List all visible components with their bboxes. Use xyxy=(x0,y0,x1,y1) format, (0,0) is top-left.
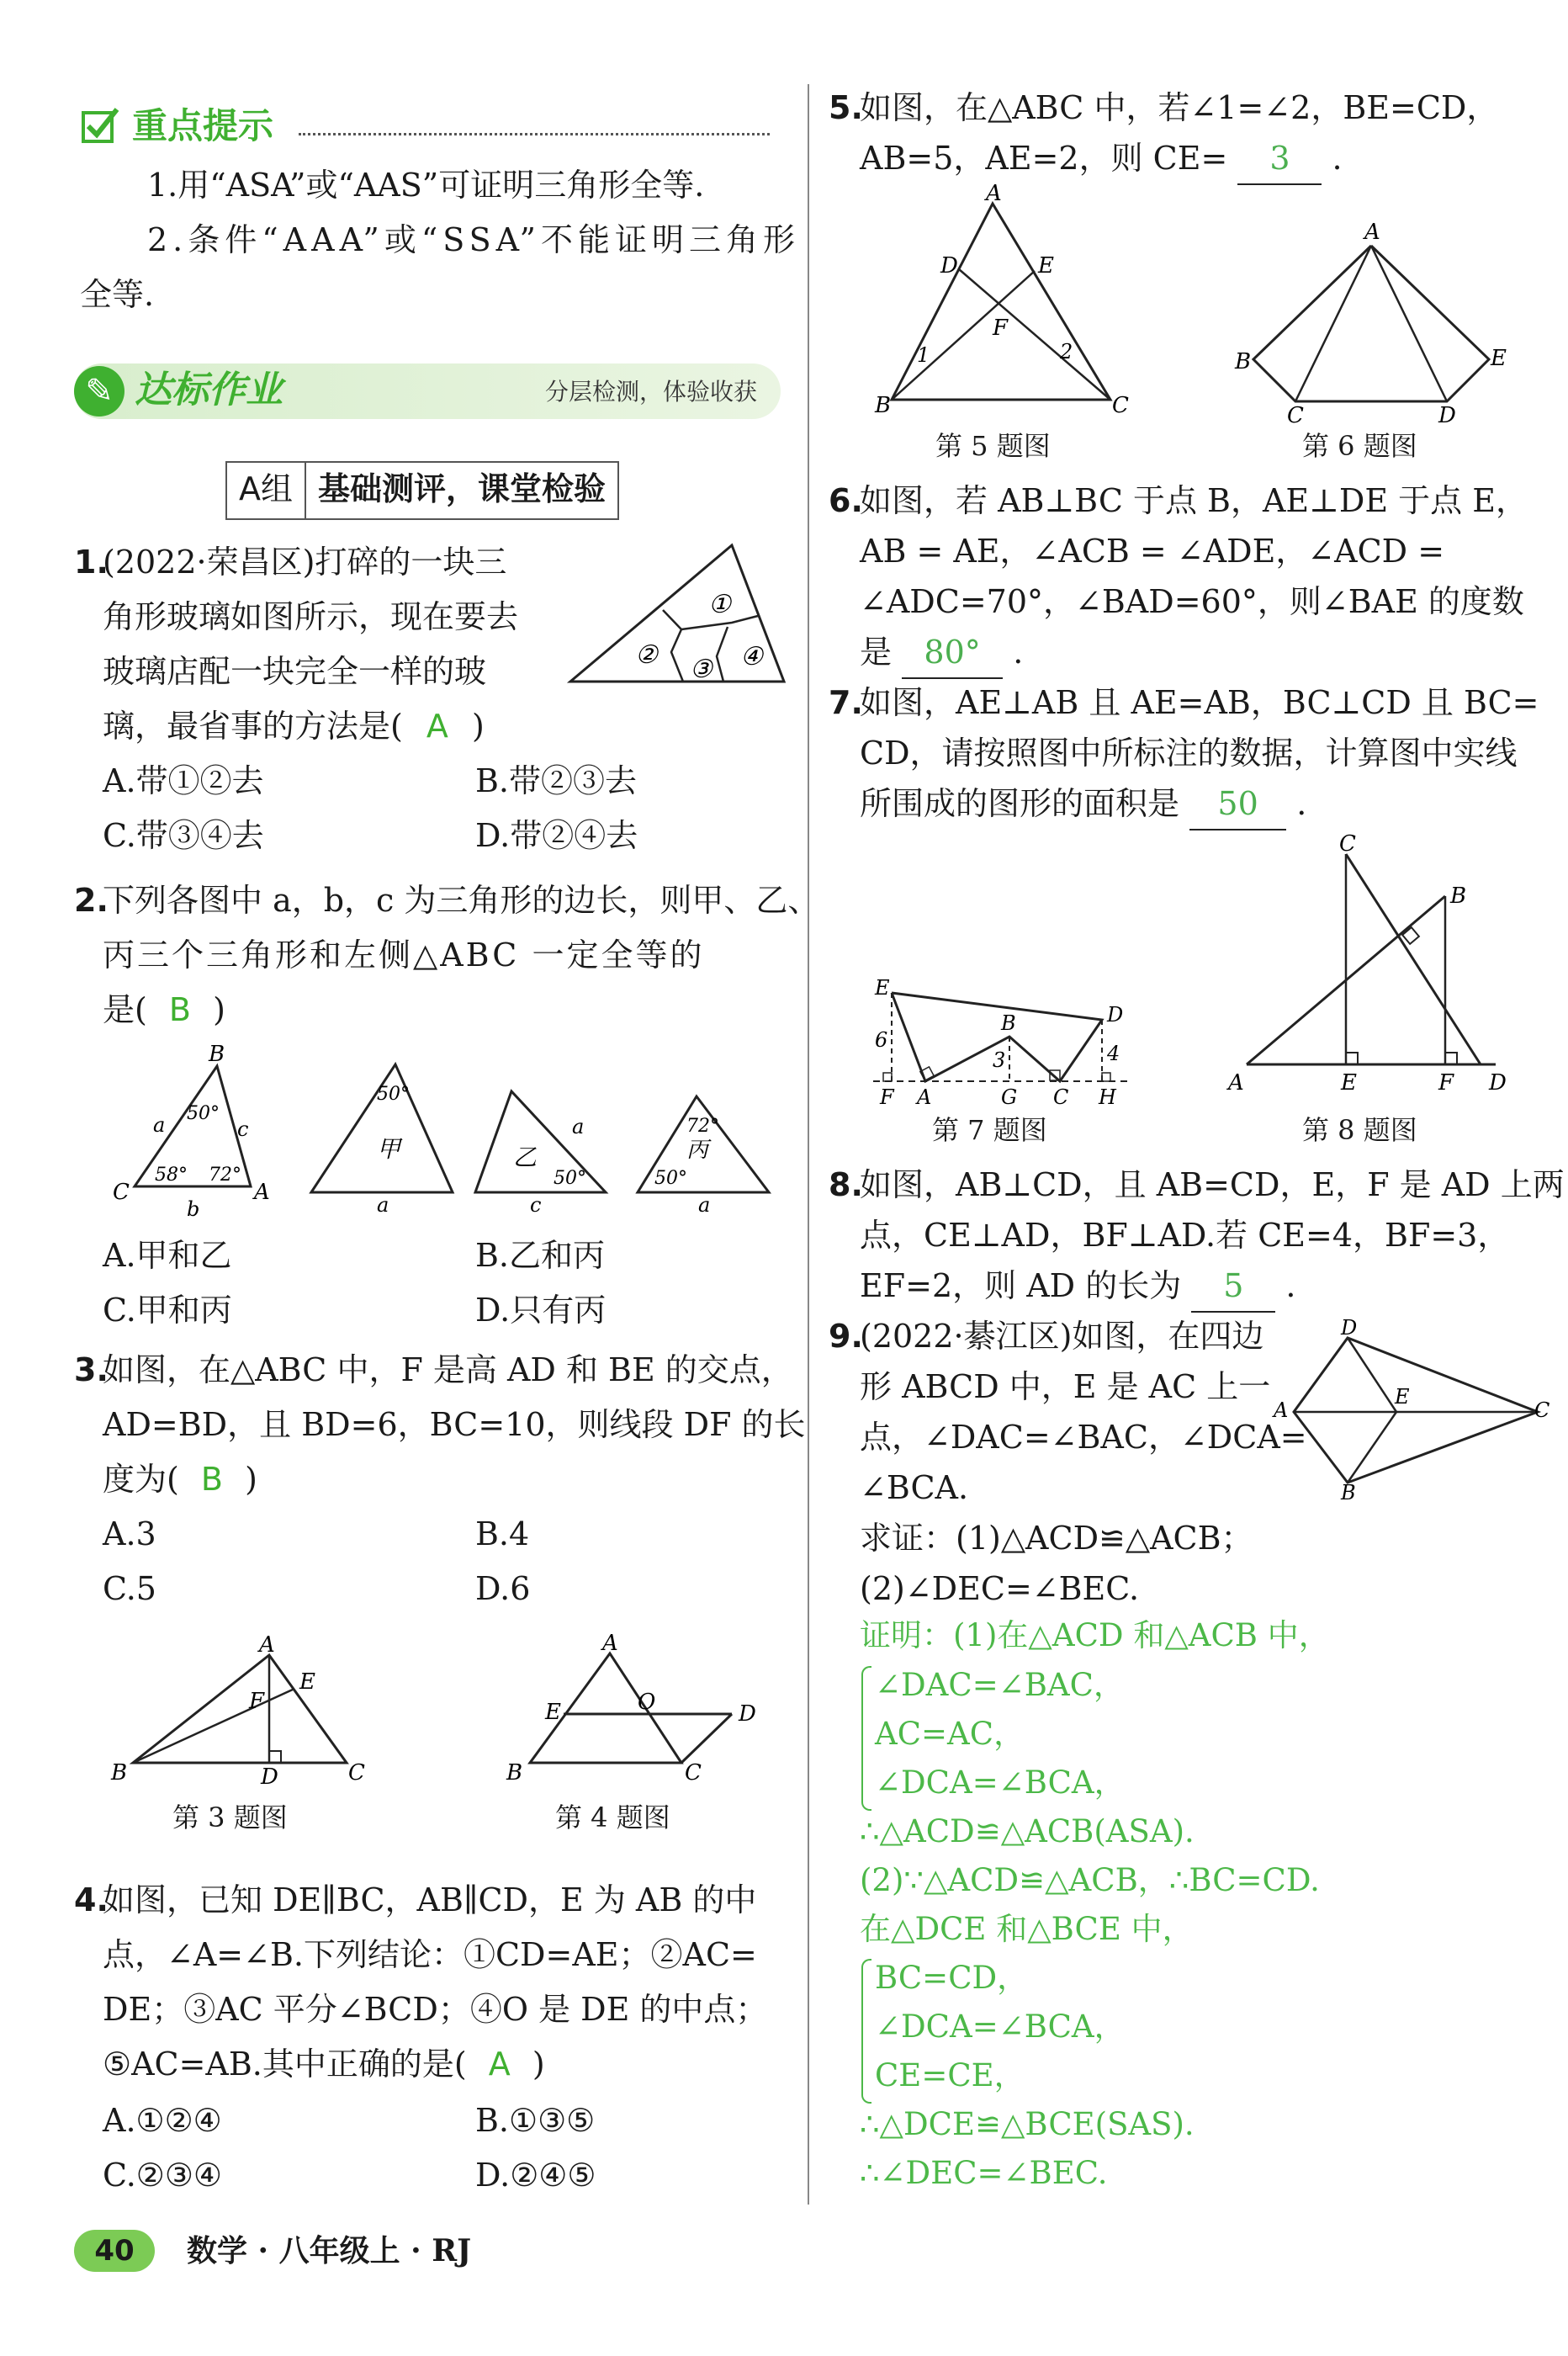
q6-label-D: D xyxy=(1438,403,1456,428)
q9-label-D: D xyxy=(1341,1316,1358,1340)
q1-option-d: D.带②④去 xyxy=(475,817,638,854)
section-subtitle: 分层检测，体验收获 xyxy=(544,378,757,406)
q2-bing-ang50: 50° xyxy=(654,1168,687,1189)
q6-label-B: B xyxy=(1235,349,1252,374)
q1-number: 1. xyxy=(74,544,109,581)
q2-bing-ang72: 72° xyxy=(686,1116,719,1137)
q4-figure xyxy=(496,1631,774,1788)
q1-answer: A xyxy=(426,708,448,745)
q7-label-A: A xyxy=(917,1085,932,1109)
q7-caption: 第 7 题图 xyxy=(932,1114,1047,1146)
q6-end: . xyxy=(1013,634,1024,671)
q8-line-3 xyxy=(860,1260,1295,1313)
q2-option-a: A.甲和乙 xyxy=(103,1237,232,1274)
q2-close: ) xyxy=(213,991,225,1028)
q1-option-c: C.带③④去 xyxy=(103,817,264,854)
q3-line-3 xyxy=(103,1454,257,1504)
q6-number: 6. xyxy=(829,482,863,519)
q5-stem-end: AB=5，AE=2，则 CE= xyxy=(860,140,1228,177)
q6-line-1: 如图，若 AB⊥BC 于点 B，AE⊥DE 于点 E， xyxy=(860,482,1528,519)
q8-label-E: E xyxy=(1341,1070,1357,1096)
q2-ang50: 50° xyxy=(187,1103,220,1124)
section-title: 达标作业 xyxy=(135,369,283,411)
q2-yi-a: a xyxy=(572,1115,585,1138)
proof-brace-2 xyxy=(861,1959,871,2104)
q2-label-c: c xyxy=(237,1117,249,1141)
tips-header xyxy=(80,101,778,160)
tip-3: 全等. xyxy=(80,276,155,313)
q7-label-D: D xyxy=(1107,1003,1124,1027)
q9-figure xyxy=(1270,1316,1550,1504)
q9-label-E: E xyxy=(1395,1385,1410,1409)
check-icon xyxy=(80,106,120,146)
q9-line-4: ∠BCA. xyxy=(860,1469,969,1506)
q6-figure xyxy=(1235,220,1507,428)
page-number-badge xyxy=(74,2230,155,2272)
q4-stem-end: ⑤AC=AB.其中正确的是( xyxy=(103,2046,467,2083)
book-info: 数学 · 八年级上 · RJ xyxy=(187,2233,472,2268)
proof-line-7: 在△DCE 和△BCE 中， xyxy=(860,1911,1194,1947)
q8-line-1: 如图，AB⊥CD，且 AB=CD，E，F 是 AD 上两 xyxy=(860,1166,1565,1203)
q3-label-A: A xyxy=(259,1632,275,1658)
q7-stem-end: 所围成的图形的面积是 xyxy=(860,785,1180,822)
q5-label-C: C xyxy=(1112,393,1129,418)
q6-caption: 第 6 题图 xyxy=(1302,430,1417,462)
q2-yi-c: c xyxy=(530,1193,542,1217)
q4-label-C: C xyxy=(685,1760,702,1786)
q6-label-E: E xyxy=(1491,346,1507,371)
q8-figure xyxy=(1228,831,1514,1098)
q4-line-1: 如图，已知 DE∥BC，AB∥CD，E 为 AB 的中 xyxy=(103,1881,757,1918)
q5-line-1: 如图，在△ABC 中，若∠1=∠2，BE=CD， xyxy=(860,89,1499,126)
q7-label-E: E xyxy=(875,976,890,1000)
q6-stem-end: 是 xyxy=(860,634,893,671)
q9-label-B: B xyxy=(1341,1481,1356,1504)
q3-close: ) xyxy=(245,1461,257,1498)
q7-label-C: C xyxy=(1053,1085,1069,1109)
q4-option-d: D.②④⑤ xyxy=(475,2157,596,2194)
q4-label-E: E xyxy=(545,1700,561,1725)
q7-line-1: 如图，AE⊥AB 且 AE=AB，BC⊥CD 且 BC= xyxy=(860,684,1539,721)
q8-label-C: C xyxy=(1339,831,1356,857)
q5-number: 5. xyxy=(829,89,863,126)
q3-stem-end: 度为( xyxy=(103,1461,179,1498)
q7-figure xyxy=(866,976,1144,1111)
q5-label-E: E xyxy=(1038,253,1054,279)
proof-line-5: ∴△ACD≌△ACB(ASA). xyxy=(860,1813,1195,1849)
q6-label-A: A xyxy=(1364,220,1380,245)
q6-answer: 80° xyxy=(902,627,1003,679)
q1-piece-2: ② xyxy=(635,640,658,670)
q3-option-a: A.3 xyxy=(103,1515,156,1552)
section-banner xyxy=(74,363,781,419)
q8-label-F: F xyxy=(1438,1070,1454,1096)
q5-label-A: A xyxy=(986,181,1002,206)
q7-number: 7. xyxy=(829,684,863,721)
q9-label-C: C xyxy=(1534,1398,1550,1422)
q5-label-F: F xyxy=(993,316,1009,341)
q5-answer: 3 xyxy=(1237,133,1322,185)
q1-piece-3: ③ xyxy=(690,655,712,684)
proof-line-2: ∠DAC=∠BAC， xyxy=(875,1667,1125,1703)
q3-label-B: B xyxy=(111,1760,128,1786)
q2-label-B: B xyxy=(209,1042,225,1067)
q4-line-2: 点，∠A=∠B.下列结论：①CD=AE；②AC= xyxy=(103,1936,757,1973)
q9-line-1: (2022·綦江区)如图，在四边 xyxy=(860,1318,1264,1355)
q4-close: ) xyxy=(532,2046,545,2083)
q1-close: ) xyxy=(472,708,485,745)
q2-option-b: B.乙和丙 xyxy=(475,1237,606,1274)
q2-yi: 乙 xyxy=(513,1144,538,1171)
q2-bing: 丙 xyxy=(686,1138,709,1163)
q3-label-D: D xyxy=(261,1764,278,1790)
q4-number: 4. xyxy=(74,1881,109,1918)
q2-number: 2. xyxy=(74,882,109,919)
q7-answer: 50 xyxy=(1189,778,1286,830)
q2-jia: 甲 xyxy=(377,1135,401,1163)
q6-line-3: ∠ADC=70°，∠BAD=60°，则∠BAE 的度数 xyxy=(860,583,1524,620)
q3-number: 3. xyxy=(74,1351,109,1388)
q3-caption: 第 3 题图 xyxy=(172,1801,288,1833)
q5-end: . xyxy=(1332,140,1343,177)
group-title: 基础测评，课堂检验 xyxy=(318,470,607,507)
q2-figure xyxy=(109,1039,799,1221)
q1-line-3: 玻璃店配一块完全一样的玻 xyxy=(103,653,487,690)
q4-label-B: B xyxy=(506,1760,523,1786)
q4-option-a: A.①②④ xyxy=(103,2102,222,2139)
q2-option-d: D.只有丙 xyxy=(475,1292,607,1329)
q6-line-4 xyxy=(860,627,1023,679)
q8-end: . xyxy=(1285,1267,1296,1304)
proof-line-10: CE=CE， xyxy=(875,2057,1025,2093)
q1-line-1: (2022·荣昌区)打碎的一块三 xyxy=(103,544,507,581)
tips-title: 重点提示 xyxy=(132,105,274,146)
q8-answer: 5 xyxy=(1191,1260,1275,1313)
q5-label-2: 2 xyxy=(1060,340,1073,363)
page-number: 40 xyxy=(94,2234,135,2268)
q2-line-2: 丙三个三角形和左侧△ABC 一定全等的 xyxy=(103,937,705,974)
q7-end: . xyxy=(1296,785,1307,822)
q7-label-F: F xyxy=(880,1085,894,1109)
q1-line-2: 角形玻璃如图所示，现在要去 xyxy=(103,598,519,635)
q4-answer: A xyxy=(488,2046,511,2083)
q1-option-a: A.带①②去 xyxy=(103,762,264,799)
q9-line-2: 形 ABCD 中，E 是 AC 上一 xyxy=(860,1368,1271,1405)
q3-label-F: F xyxy=(249,1689,265,1714)
q7-label-3: 3 xyxy=(993,1048,1006,1072)
q7-line-3 xyxy=(860,778,1306,830)
q8-label-B: B xyxy=(1450,884,1467,909)
q1-option-b: B.带②③去 xyxy=(475,762,638,799)
group-box xyxy=(225,461,619,520)
q9-prove-2: (2)∠DEC=∠BEC. xyxy=(860,1570,1140,1607)
q2-label-b: b xyxy=(187,1197,200,1221)
q1-stem-end: 璃，最省事的方法是( xyxy=(103,708,403,745)
q6-label-C: C xyxy=(1287,403,1304,428)
q2-label-a: a xyxy=(153,1113,166,1137)
q2-yi-ang: 50° xyxy=(554,1168,586,1189)
q2-option-c: C.甲和丙 xyxy=(103,1292,232,1329)
tip-1: 1.用“ASA”或“AAS”可证明三角形全等. xyxy=(147,167,705,204)
q2-line-1: 下列各图中 a，b，c 为三角形的边长，则甲、乙、 xyxy=(103,882,820,919)
q5-label-D: D xyxy=(940,253,958,279)
q4-line-3: DE；③AC 平分∠BCD；④O 是 DE 的中点； xyxy=(103,1991,768,2028)
q8-label-D: D xyxy=(1489,1070,1507,1096)
q9-prove-1: 求证：(1)△ACD≌△ACB； xyxy=(860,1520,1253,1557)
proof-line-11: ∴△DCE≌△BCE(SAS). xyxy=(860,2106,1195,2142)
proof-line-9: ∠DCA=∠BCA， xyxy=(875,2008,1126,2045)
q9-number: 9. xyxy=(829,1318,863,1355)
q8-stem-end: EF=2，则 AD 的长为 xyxy=(860,1267,1182,1304)
tip-2: 2.条件“AAA”或“SSA”不能证明三角形 xyxy=(147,221,800,258)
q8-caption: 第 8 题图 xyxy=(1302,1114,1417,1146)
q5-figure xyxy=(875,181,1129,421)
q3-label-E: E xyxy=(299,1669,315,1695)
q2-ang58: 58° xyxy=(155,1165,188,1186)
q2-jia-ang: 50° xyxy=(377,1084,410,1105)
q2-bing-a: a xyxy=(698,1193,711,1217)
pen-icon: ✎ xyxy=(74,366,124,417)
q2-label-C: C xyxy=(113,1180,130,1205)
group-label: A组 xyxy=(227,463,306,518)
proof-line-3: AC=AC， xyxy=(875,1716,1025,1752)
q1-piece-4: ④ xyxy=(740,642,763,671)
q3-label-C: C xyxy=(348,1760,365,1786)
q4-option-b: B.①③⑤ xyxy=(475,2102,596,2139)
q2-label-A: A xyxy=(254,1180,270,1205)
q3-option-c: C.5 xyxy=(103,1570,156,1607)
proof-line-8: BC=CD， xyxy=(875,1960,1029,1996)
q2-line-3 xyxy=(103,984,225,1035)
q7-label-G: G xyxy=(1001,1085,1018,1109)
column-divider xyxy=(808,84,809,2205)
q8-label-A: A xyxy=(1228,1070,1244,1096)
q5-label-1: 1 xyxy=(917,343,930,367)
q3-option-b: B.4 xyxy=(475,1515,530,1552)
q7-label-H: H xyxy=(1099,1085,1116,1109)
tips-divider xyxy=(299,133,770,135)
q4-caption: 第 4 题图 xyxy=(555,1801,670,1833)
q5-caption: 第 5 题图 xyxy=(935,430,1051,462)
q4-label-A: A xyxy=(602,1631,618,1656)
q4-option-c: C.②③④ xyxy=(103,2157,222,2194)
q9-label-A: A xyxy=(1274,1398,1289,1422)
q8-number: 8. xyxy=(829,1166,863,1203)
q4-label-O: O xyxy=(638,1690,656,1715)
proof-line-4: ∠DCA=∠BCA， xyxy=(875,1764,1126,1801)
q3-line-2: AD=BD，且 BD=6，BC=10，则线段 DF 的长 xyxy=(103,1406,806,1443)
q8-line-2: 点，CE⊥AD，BF⊥AD.若 CE=4，BF=3， xyxy=(860,1217,1510,1254)
q9-line-3: 点，∠DAC=∠BAC，∠DCA= xyxy=(860,1419,1307,1456)
q6-line-2: AB = AE，∠ACB = ∠ADE，∠ACD = xyxy=(860,533,1445,570)
proof-brace-1 xyxy=(861,1666,871,1811)
q2-ang72: 72° xyxy=(209,1165,241,1186)
q4-label-D: D xyxy=(739,1701,756,1727)
q4-line-4 xyxy=(103,2039,545,2089)
q7-label-B: B xyxy=(1001,1011,1016,1035)
q1-line-4 xyxy=(103,701,485,751)
q3-option-d: D.6 xyxy=(475,1570,531,1607)
proof-line-1: 证明：(1)在△ACD 和△ACB 中， xyxy=(860,1617,1330,1653)
q5-label-B: B xyxy=(875,393,892,418)
q7-label-4: 4 xyxy=(1107,1042,1120,1065)
q3-answer: B xyxy=(200,1461,223,1498)
q3-figure xyxy=(101,1632,379,1790)
q2-jia-a: a xyxy=(377,1193,389,1217)
q5-line-2 xyxy=(860,133,1343,185)
q2-stem-end: 是( xyxy=(103,991,147,1028)
q7-label-6: 6 xyxy=(875,1028,888,1052)
q1-piece-1: ① xyxy=(708,590,731,619)
q1-figure xyxy=(564,539,791,694)
q7-line-2: CD，请按照图中所标注的数据，计算图中实线 xyxy=(860,735,1518,772)
proof-line-12: ∴∠DEC=∠BEC. xyxy=(860,2155,1108,2191)
q3-line-1: 如图，在△ABC 中，F 是高 AD 和 BE 的交点， xyxy=(103,1351,793,1388)
proof-line-6: (2)∵△ACD≌△ACB，∴BC=CD. xyxy=(860,1862,1320,1898)
q2-answer: B xyxy=(168,991,191,1028)
